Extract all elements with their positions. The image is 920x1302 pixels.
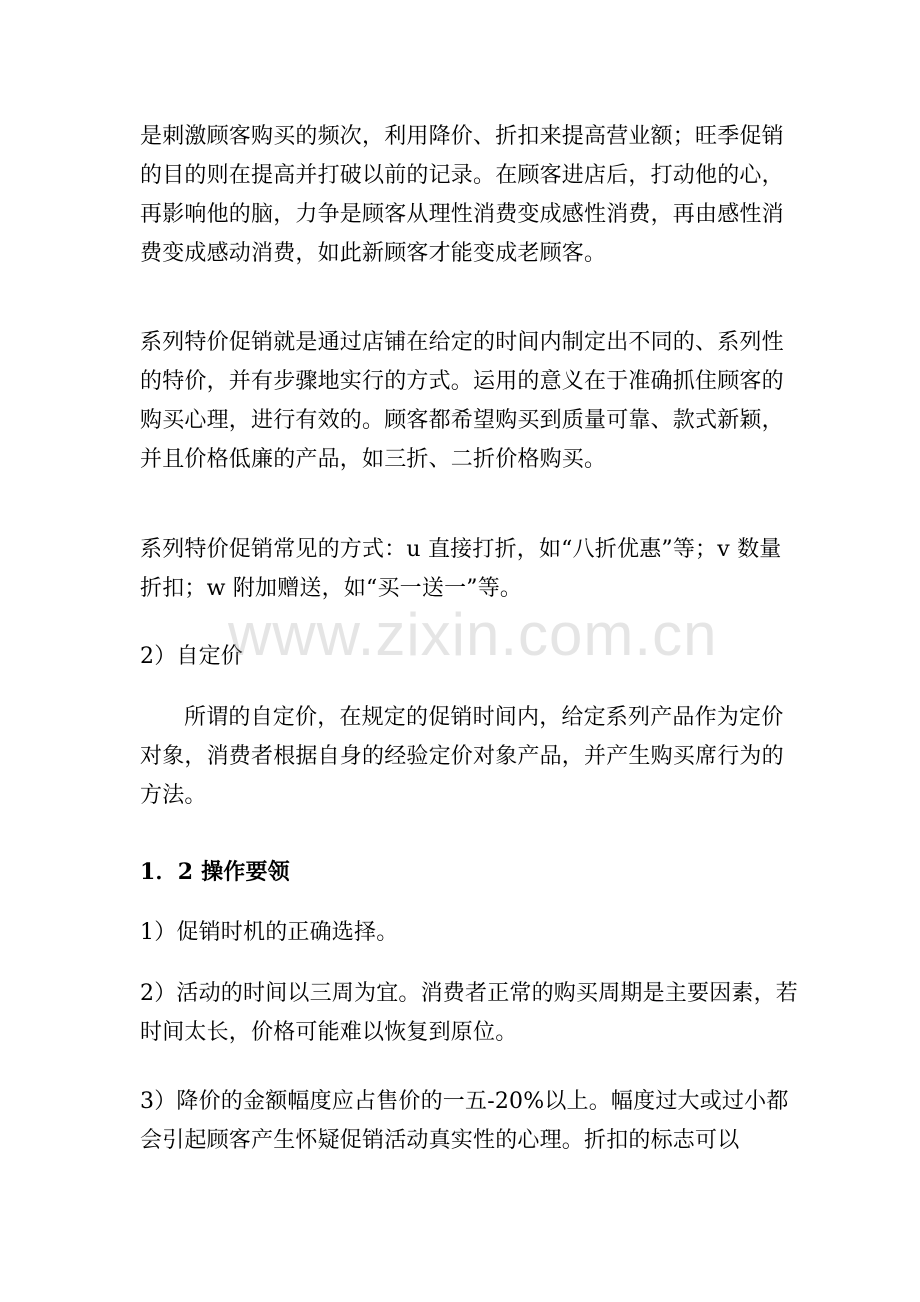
section-heading-operation: 1．2 操作要领 [140, 859, 290, 885]
list-item-timing: 1）促销时机的正确选择。 [140, 920, 399, 945]
paragraph-series-special-price: 系列特价促销就是通过店铺在给定的时间内制定出不同的、系列性的特价，并有步骤地实行的方式。运用的意义在于准确抓住顾客的购买心理，进行有效的。顾客都希望购买到质量可靠、款式新颖，并且价格低廉的产品，如三折、二折价格购买。 [140, 330, 784, 472]
list-item-duration: 2）活动的时间以三周为宜。消费者正常的购买周期是主要因素，若时间太长，价格可能难以恢复到原位。 [140, 981, 798, 1045]
paragraph-series-methods: 系列特价促销常见的方式：u 直接打折，如“八折优惠”等；v 数量折扣；w 附加赠送，如“买一送一”等。 [140, 537, 782, 601]
list-item-discount-range: 3）降价的金额幅度应占售价的一五-20%以上。幅度过大或过小都会引起顾客产生怀疑促销活动真实性的心理。折扣的标志可以 [140, 1089, 789, 1153]
paragraph-self-pricing: 所谓的自定价，在规定的促销时间内，给定系列产品作为定价对象，消费者根据自身的经验定价对象产品，并产生购买席行为的方法。 [140, 705, 784, 808]
paragraph-promotion-purpose: 是刺激顾客购买的频次，利用降价、折扣来提高营业额；旺季促销的目的则在提高并打破以前的记录。在顾客进店后，打动他的心，再影响他的脑，力争是顾客从理性消费变成感性消费，再由感性消费变成感动消费，如此新顾客才能变成老顾客。 [140, 124, 784, 266]
watermark: www.zixin.com.cn [228, 601, 718, 668]
section-heading-self-pricing: 2）自定价 [140, 644, 243, 669]
